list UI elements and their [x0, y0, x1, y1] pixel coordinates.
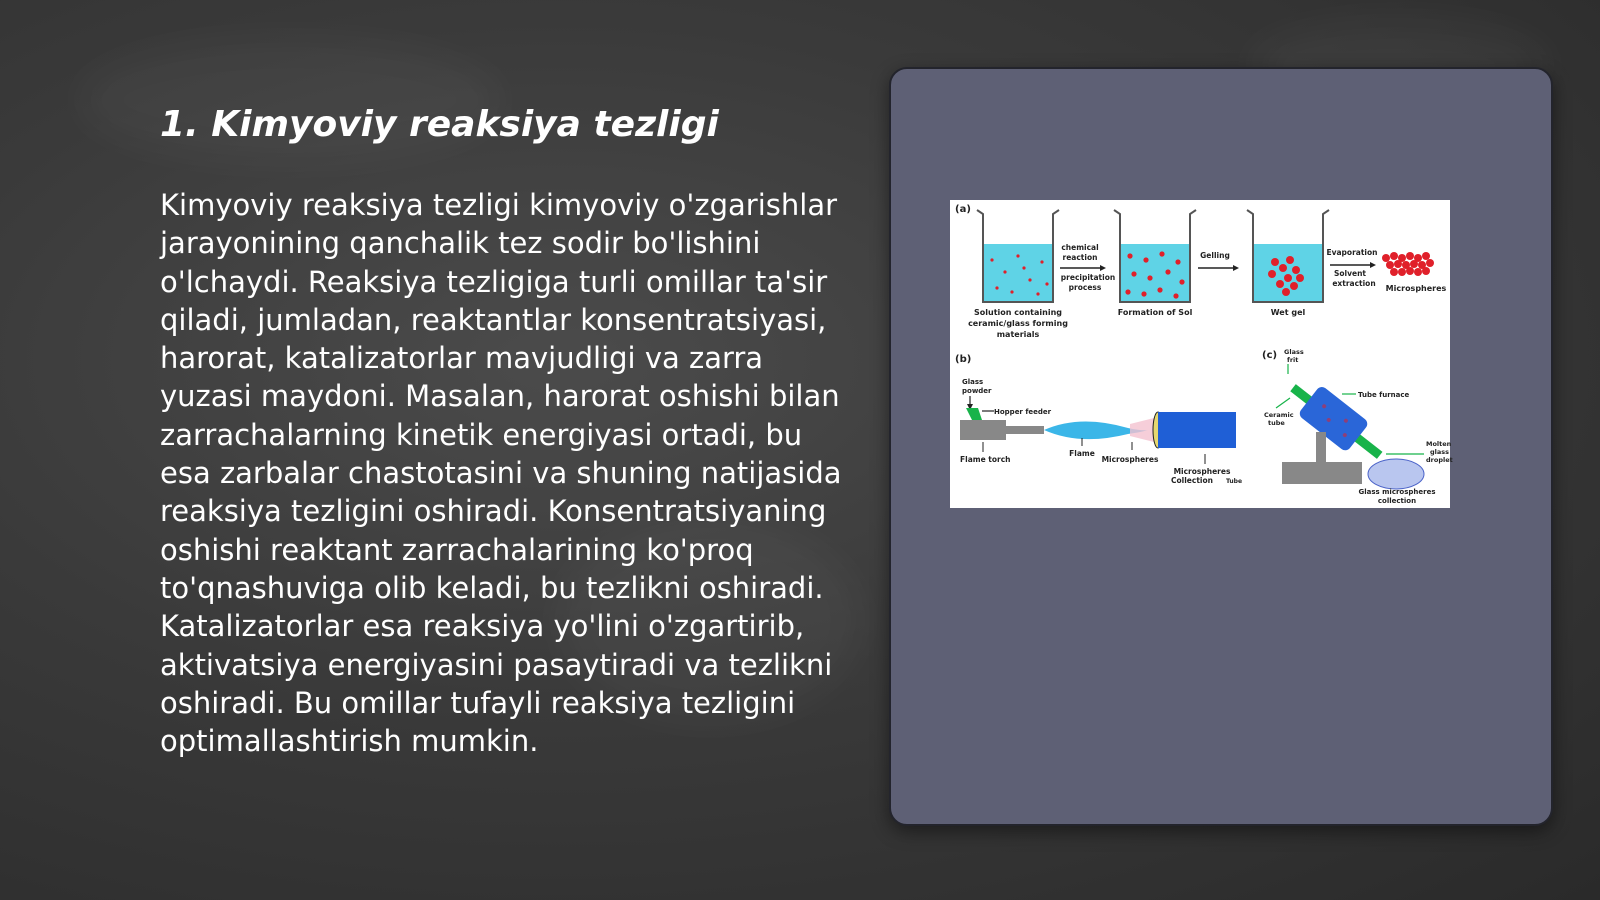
beaker-sol [1114, 210, 1196, 302]
label-collection-tube: Tube [1225, 478, 1243, 485]
label-glass: Glass [962, 378, 984, 386]
glass-collection-dish [1368, 459, 1424, 489]
label-flame-torch: Flame torch [960, 455, 1011, 464]
label-molten-3: droplet [1426, 456, 1453, 464]
label-collection-1: Microspheres [1173, 467, 1231, 476]
microsphere-glow [1130, 418, 1154, 442]
label-microspheres-b: Microspheres [1101, 455, 1159, 464]
label-extraction: extraction [1332, 279, 1376, 288]
hopper-feeder [966, 408, 982, 420]
arrowhead-1 [1100, 265, 1106, 271]
label-frit-1: Glass [1284, 348, 1304, 356]
label-solution-3: materials [996, 330, 1040, 339]
microspheres-cluster [1382, 252, 1434, 276]
label-microspheres-a: Microspheres [1385, 284, 1447, 293]
label-ceramic: Ceramic [1264, 411, 1294, 419]
collection-tube [1158, 412, 1236, 448]
label-chemical: chemical [1061, 243, 1099, 252]
slide-title: 1. Kimyoviy reaksiya tezligi [160, 104, 719, 145]
beaker-solution [977, 210, 1059, 302]
microsphere-process-figure [950, 200, 1453, 508]
label-powder: powder [962, 387, 992, 395]
furnace-stand-base [1282, 462, 1362, 484]
label-hopper: Hopper feeder [994, 408, 1052, 416]
label-process: process [1068, 283, 1102, 292]
label-molten-2: glass [1430, 448, 1450, 456]
panel-a-tag: (a) [955, 204, 971, 215]
label-ceramic-tube: tube [1268, 419, 1285, 427]
beaker-wet-gel [1247, 210, 1329, 302]
label-collection-2: Collection [1171, 476, 1213, 485]
torch-nozzle [1006, 426, 1044, 434]
label-glass-collection-1: Glass microspheres [1358, 488, 1436, 496]
label-tube-furnace: Tube furnace [1358, 391, 1410, 399]
label-flame: Flame [1069, 449, 1095, 458]
tube-furnace-assembly [1282, 372, 1392, 470]
label-sol: Formation of Sol [1117, 308, 1193, 317]
label-gelling: Gelling [1200, 251, 1230, 260]
label-solvent: Solvent [1333, 269, 1367, 278]
label-solution-1: Solution containing [974, 308, 1062, 317]
panel-c-tag: (c) [1262, 350, 1278, 361]
arrow-ceramic [1276, 398, 1290, 408]
label-precipitation: precipitation [1060, 273, 1116, 282]
arrowhead-3 [1370, 262, 1376, 268]
panel-b-tag: (b) [955, 354, 972, 365]
arrowhead-2 [1233, 265, 1239, 271]
furnace-stand-post [1316, 432, 1326, 464]
label-glass-collection-2: collection [1377, 497, 1417, 505]
slide-body-text: Kimyoviy reaksiya tezligi kimyoviy o'zgarishlar jarayonining qanchalik tez sodir bo'lishini o'lchaydi. Reaksiya tezligiga turli omillar ta'sir qiladi, jumladan, reaktantlar konsentratsiyasi, harorat, katalizatorlar mavjudligi va zarra yuzasi maydoni. Masalan, harorat oshishi bilan zarrachalarning kinetik energiyasi ortadi, bu esa zarbalar chastotasini va shuning natijasida reaksiya tezligini oshiradi. Konsentratsiyaning oshishi reaktant zarrachalarining ko'proq to'qnashuviga olib keladi, bu tezlikni oshiradi. Katalizatorlar esa reaksiya yo'lini o'zgartirib, aktivatsiya energiyasini pasaytiradi va tezlikni oshiradi. Bu omillar tufayli reaksiya tezligini optimallashtirish mumkin. [160, 188, 842, 759]
label-molten-1: Molten [1426, 440, 1452, 448]
label-wet-gel: Wet gel [1270, 308, 1306, 317]
label-reaction: reaction [1062, 253, 1098, 262]
process-diagram [950, 200, 1453, 508]
label-solution-2: ceramic/glass forming [968, 319, 1068, 328]
label-frit-2: frit [1287, 356, 1299, 364]
flame-torch [960, 420, 1006, 440]
label-evaporation: Evaporation [1326, 248, 1378, 257]
